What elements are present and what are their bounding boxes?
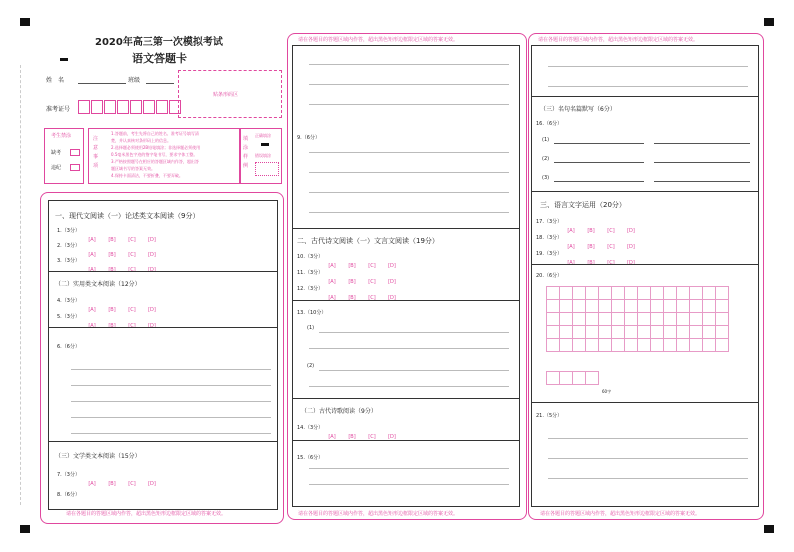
section-heading: （二）实用类文本阅读（12分） xyxy=(55,281,141,288)
question-label: 18.（3分） xyxy=(536,235,563,241)
corner-mark xyxy=(20,18,30,26)
notice-title: 注意事项 xyxy=(93,136,99,169)
blank-line[interactable] xyxy=(654,181,750,182)
section-heading: 三、语言文字运用（20分） xyxy=(540,201,626,209)
question-label: 13.（10分） xyxy=(297,310,327,316)
name-field[interactable] xyxy=(78,83,126,84)
notice-box xyxy=(88,128,240,184)
writing-line xyxy=(309,468,509,469)
wrong-fill-label: 错误填涂 xyxy=(255,153,271,158)
answer-region-3[interactable] xyxy=(531,45,759,507)
class-field[interactable] xyxy=(146,83,174,84)
section-heading: （三）文学类文本阅读（15分） xyxy=(55,453,141,460)
header-note: 请在各题目的答题区域内作答，超出黑色矩形边框限定区域的答案无效。 xyxy=(298,37,459,43)
notice-line: 楚，并认真核对条形码上的信息。 xyxy=(111,138,171,143)
question-label: 5.（3分） xyxy=(57,314,80,320)
sub-question-label: (1) xyxy=(307,325,315,331)
fill-sample-box xyxy=(240,128,282,184)
divider xyxy=(293,440,519,441)
fill-sample-title: 填涂样例 xyxy=(243,136,249,169)
question-label: 19.（3分） xyxy=(536,251,563,257)
corner-mark xyxy=(20,525,30,533)
writing-line xyxy=(71,417,271,418)
answer-region-2[interactable] xyxy=(292,45,520,507)
question-label: 20.（6分） xyxy=(536,273,563,279)
divider xyxy=(49,271,277,272)
notice-line: 3.严格按照题号在相应的答题区域内作答，超出答 xyxy=(111,159,199,164)
header-note: 请在各题目的答题区域内作答，超出黑色矩形边框限定区域的答案无效。 xyxy=(538,37,699,43)
choice-options[interactable]: [A] [B] [C] [D] xyxy=(88,307,156,313)
divider xyxy=(532,402,758,403)
barcode-area xyxy=(178,70,282,118)
blank-label: (1) xyxy=(542,137,550,143)
name-label: 姓 名 xyxy=(46,77,65,84)
question-label: 8.（6分） xyxy=(57,492,80,498)
section-heading: （三）名句名篇默写（6分） xyxy=(540,106,616,113)
choice-options[interactable]: [A] [B] [C] [D] xyxy=(88,481,156,487)
blank-label: (3) xyxy=(542,175,550,181)
section-heading: 一、现代文阅读（一）论述类文本阅读（9分） xyxy=(55,212,200,220)
answer-region-1[interactable] xyxy=(48,200,278,510)
section-heading: （二）古代诗歌阅读（9分） xyxy=(301,408,377,415)
divider xyxy=(293,398,519,399)
question-label: 11.（3分） xyxy=(297,270,324,276)
question-label: 12.（3分） xyxy=(297,286,324,292)
writing-line xyxy=(548,478,748,479)
question-label: 1.（3分） xyxy=(57,228,80,234)
writing-line xyxy=(309,152,509,153)
footer-note: 请在各题目的答题区域内作答，超出黑色矩形边框限定区域的答案无效。 xyxy=(540,511,701,517)
question-label: 21.（5分） xyxy=(536,413,563,419)
choice-options[interactable]: [A] [B] [C] [D] xyxy=(328,434,396,440)
writing-line xyxy=(309,212,509,213)
correct-fill-label: 正确填涂 xyxy=(255,133,271,138)
question-label: 10.（3分） xyxy=(297,254,324,260)
page-subtitle: 语文答题卡 xyxy=(132,52,187,65)
divider xyxy=(293,228,519,229)
blank-line[interactable] xyxy=(554,181,644,182)
writing-line xyxy=(71,401,271,402)
writing-line xyxy=(71,369,271,370)
writing-line xyxy=(71,385,271,386)
writing-line xyxy=(309,172,509,173)
writing-line xyxy=(319,332,509,333)
writing-line xyxy=(548,458,748,459)
choice-options[interactable]: [A] [B] [C] [D] xyxy=(88,252,156,258)
writing-line xyxy=(309,64,509,65)
blank-line[interactable] xyxy=(654,143,750,144)
choice-options[interactable]: [A] [B] [C] [D] xyxy=(88,323,156,329)
absent-label: 缺考 xyxy=(51,150,62,156)
divider xyxy=(49,327,277,328)
writing-line xyxy=(548,86,748,87)
word-count-mark: 60字 xyxy=(602,389,612,394)
sub-question-label: (2) xyxy=(307,363,315,369)
writing-grid[interactable] xyxy=(546,286,729,352)
choice-options[interactable]: [A] [B] [C] [D] xyxy=(567,244,635,250)
question-label: 9.（6分） xyxy=(297,135,320,141)
id-label: 准考证号 xyxy=(46,106,71,113)
blank-line[interactable] xyxy=(654,162,750,163)
status-title: 考生禁涂 xyxy=(51,133,72,139)
divider xyxy=(293,300,519,301)
violation-label: 违纪 xyxy=(51,165,62,171)
blank-line[interactable] xyxy=(554,143,644,144)
choice-options[interactable]: [A] [B] [C] [D] xyxy=(328,295,396,301)
divider xyxy=(532,191,758,192)
section-heading: 二、古代诗文阅读（一）文言文阅读（19分） xyxy=(297,237,439,245)
writing-line xyxy=(319,370,509,371)
question-label: 15.（6分） xyxy=(297,455,324,461)
choice-options[interactable]: [A] [B] [C] [D] xyxy=(328,263,396,269)
writing-line xyxy=(71,433,271,434)
divider xyxy=(49,441,277,442)
choice-options[interactable]: [A] [B] [C] [D] xyxy=(567,260,635,266)
wrong-fill-sample xyxy=(255,162,279,176)
page-title: 2020年高三第一次模拟考试 xyxy=(95,37,223,48)
corner-mark xyxy=(764,18,774,26)
corner-mark xyxy=(764,525,774,533)
column-1 xyxy=(40,30,284,522)
blank-line[interactable] xyxy=(554,162,644,163)
question-label: 2.（3分） xyxy=(57,243,80,249)
absent-checkbox[interactable] xyxy=(70,149,80,156)
class-label: 班级 xyxy=(128,77,141,84)
status-box xyxy=(44,128,84,184)
writing-line xyxy=(309,484,509,485)
correct-fill-sample xyxy=(261,143,269,146)
writing-line xyxy=(548,66,748,67)
footer-note: 请在各题目的答题区域内作答，超出黑色矩形边框限定区域的答案无效。 xyxy=(298,511,459,517)
barcode-label: 贴条形码区 xyxy=(213,92,239,98)
writing-line xyxy=(309,386,509,387)
writing-line xyxy=(309,104,509,105)
writing-line xyxy=(309,84,509,85)
binding-line xyxy=(20,65,35,505)
question-label: 4.（3分） xyxy=(57,298,80,304)
notice-line: 0.5毫米黑色字迹的签字笔书写，要求字体工整。 xyxy=(111,152,198,157)
notice-line: 1.答题前，考生先将自己的姓名、准考证号填写清 xyxy=(111,131,199,136)
question-label: 17.（3分） xyxy=(536,219,563,225)
question-label: 7.（3分） xyxy=(57,472,80,478)
violation-checkbox[interactable] xyxy=(70,164,80,171)
question-label: 14.（3分） xyxy=(297,425,324,431)
divider xyxy=(532,264,758,265)
id-input-boxes[interactable] xyxy=(78,100,182,114)
writing-grid-tail[interactable] xyxy=(546,371,599,385)
writing-line xyxy=(309,192,509,193)
notice-line: 2.选择题必须使用2B铅笔填涂；非选择题必须使用 xyxy=(111,145,201,150)
blank-label: (2) xyxy=(542,156,550,162)
writing-line xyxy=(548,438,748,439)
choice-options[interactable]: [A] [B] [C] [D] xyxy=(88,267,156,273)
choice-options[interactable]: [A] [B] [C] [D] xyxy=(328,279,396,285)
choice-options[interactable]: [A] [B] [C] [D] xyxy=(88,237,156,243)
notice-line: 题区域书写的答案无效。 xyxy=(111,166,155,171)
question-label: 6.（6分） xyxy=(57,344,80,350)
divider xyxy=(532,96,758,97)
writing-line xyxy=(309,348,509,349)
question-label: 16.（6分） xyxy=(536,121,563,127)
choice-options[interactable]: [A] [B] [C] [D] xyxy=(567,228,635,234)
notice-line: 4.保持卡面清洁，不要折叠，不要弄破。 xyxy=(111,173,183,178)
question-label: 3.（3分） xyxy=(57,258,80,264)
footer-note: 请在各题目的答题区域内作答，超出黑色矩形边框限定区域的答案无效。 xyxy=(66,511,227,517)
